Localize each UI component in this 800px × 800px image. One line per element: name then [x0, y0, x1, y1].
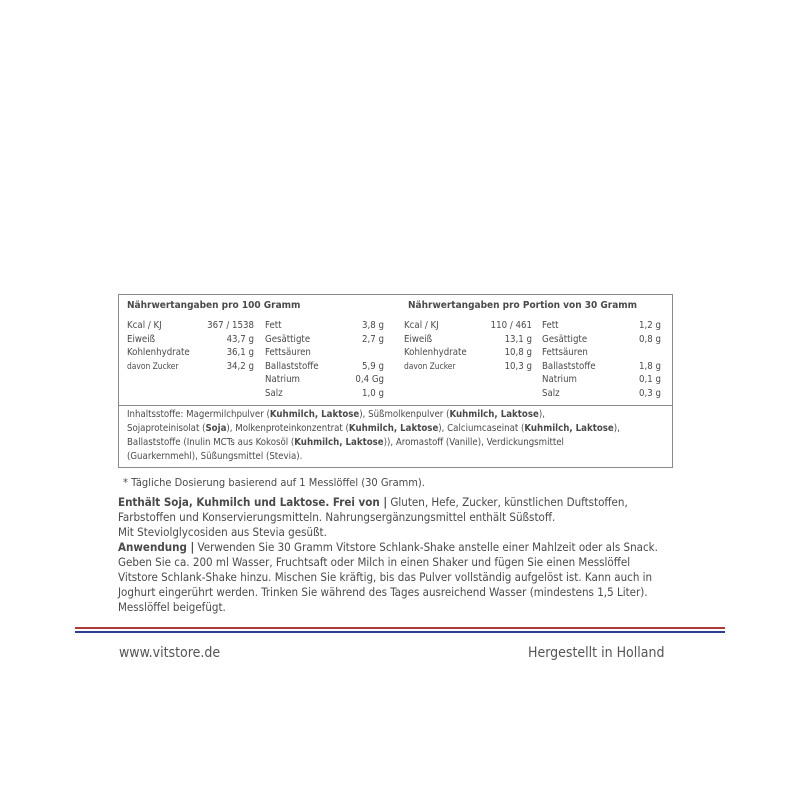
- left-row-value: 34,2 g: [226, 360, 254, 372]
- left-fat-value: 2,7 g: [362, 333, 384, 345]
- usage-bold: Anwendung |: [118, 540, 195, 554]
- stripe-red: [75, 627, 725, 629]
- left-row-label: Kcal / KJ: [127, 320, 162, 331]
- right-row-label: Eiweiß: [404, 333, 433, 345]
- left-row-label: Eiweiß: [127, 333, 156, 345]
- right-fat-value: 0,1 g: [639, 374, 661, 385]
- right-fat-label: Gesättigte: [542, 333, 588, 345]
- ingredients-text: [127, 408, 667, 464]
- right-row-value: 10,3 g: [504, 360, 532, 372]
- ingredients-line: Inhaltsstoffe: Magermilchpulver (Kuhmilch, Laktose), Süßmolkenpulver (Kuhmilch, Laktose),: [127, 409, 545, 420]
- right-fat-value: 0,8 g: [639, 333, 661, 345]
- right-fat-label: Ballaststoffe: [542, 360, 596, 372]
- table-left-title: Nährwertangaben pro 100 Gramm: [127, 300, 301, 311]
- table-right-title: Nährwertangaben pro Portion von 30 Gramm: [408, 300, 638, 311]
- left-row-label: Kohlenhydrate: [127, 347, 190, 358]
- website-link[interactable]: www.vitstore.de: [119, 645, 221, 661]
- allergen-bold: Enthält Soja, Kuhmilch und Laktose. Frei von |: [118, 495, 388, 509]
- right-fat-value: 1,8 g: [639, 360, 661, 372]
- dosage-note: * Tägliche Dosierung basierend auf 1 Messlöffel (30 Gramm).: [123, 476, 425, 489]
- stripe-blue: [75, 631, 725, 633]
- left-fat-label: Natrium: [265, 374, 300, 385]
- right-row-label: Kohlenhydrate: [404, 347, 467, 358]
- ingredients-line: (Guarkernmehl), Süßungsmittel (Stevia).: [127, 451, 303, 462]
- right-row-label: Kcal / KJ: [404, 320, 439, 331]
- usage-instructions: Anwendung | Verwenden Sie 30 Gramm Vitstore Schlank-Shake anstelle einer Mahlzeit oder als Snack. Geben Sie ca. 200 ml Wasser, Fruchtsaft oder Milch in einen Shaker und fügen Sie einen Messlöffel Vitstore Schlank-Shake hinzu. Mischen Sie kräftig, bis das Pulver vollständig aufgelöst ist. Kann auch in Joghurt eingerührt werden. Trinken Sie während des Tages ausreichend Wasser (mindestens 1,5 Liter). Messlöffel beigefügt.: [118, 540, 658, 614]
- right-row-value: 10,8 g: [504, 347, 532, 358]
- left-fat-label: Fettsäuren: [265, 347, 311, 358]
- left-row-label: davon Zucker: [127, 360, 179, 371]
- right-fat-label: Natrium: [542, 374, 577, 385]
- right-row-label: davon Zucker: [404, 360, 456, 371]
- right-fat-value: 0,3 g: [639, 387, 661, 399]
- right-row-value: 110 / 461: [490, 320, 532, 331]
- right-fat-label: Fettsäuren: [542, 347, 588, 358]
- right-row-value: 13,1 g: [504, 333, 532, 345]
- left-fat-value: 3,8 g: [362, 320, 384, 331]
- table-divider: [119, 405, 672, 406]
- left-fat-label: Ballaststoffe: [265, 360, 319, 372]
- right-fat-value: 1,2 g: [639, 320, 661, 331]
- right-fat-label: Fett: [542, 320, 559, 331]
- left-fat-label: Fett: [265, 320, 282, 331]
- left-fat-label: Salz: [265, 387, 283, 399]
- allergen-info: Enthält Soja, Kuhmilch und Laktose. Frei von | Gluten, Hefe, Zucker, künstlichen Duftstoffen, Farbstoffen und Konservierungsmitteln. Nahrungsergänzungsmittel enthält Süßstoff. Mit Steviolglycosiden aus Stevia gesüßt.: [118, 495, 628, 539]
- left-row-value: 43,7 g: [226, 333, 254, 345]
- left-fat-value: 5,9 g: [362, 360, 384, 372]
- left-fat-value: 1,0 g: [362, 387, 384, 399]
- left-row-value: 367 / 1538: [207, 320, 254, 331]
- ingredients-line: Sojaproteinisolat (Soja), Molkenproteinkonzentrat (Kuhmilch, Laktose), Calciumcaseinat (Kuhmilch, Laktose),: [127, 423, 620, 434]
- right-fat-label: Salz: [542, 387, 560, 399]
- ingredients-line: Ballaststoffe (Inulin MCTs aus Kokosöl (Kuhmilch, Laktose)), Aromastoff (Vanille), Verdickungsmittel: [127, 437, 564, 448]
- origin-text: Hergestellt in Holland: [528, 645, 665, 661]
- left-row-value: 36,1 g: [226, 347, 254, 358]
- left-fat-label: Gesättigte: [265, 333, 311, 345]
- left-fat-value: 0,4 Gg: [355, 374, 384, 385]
- nutrition-table: [118, 294, 673, 468]
